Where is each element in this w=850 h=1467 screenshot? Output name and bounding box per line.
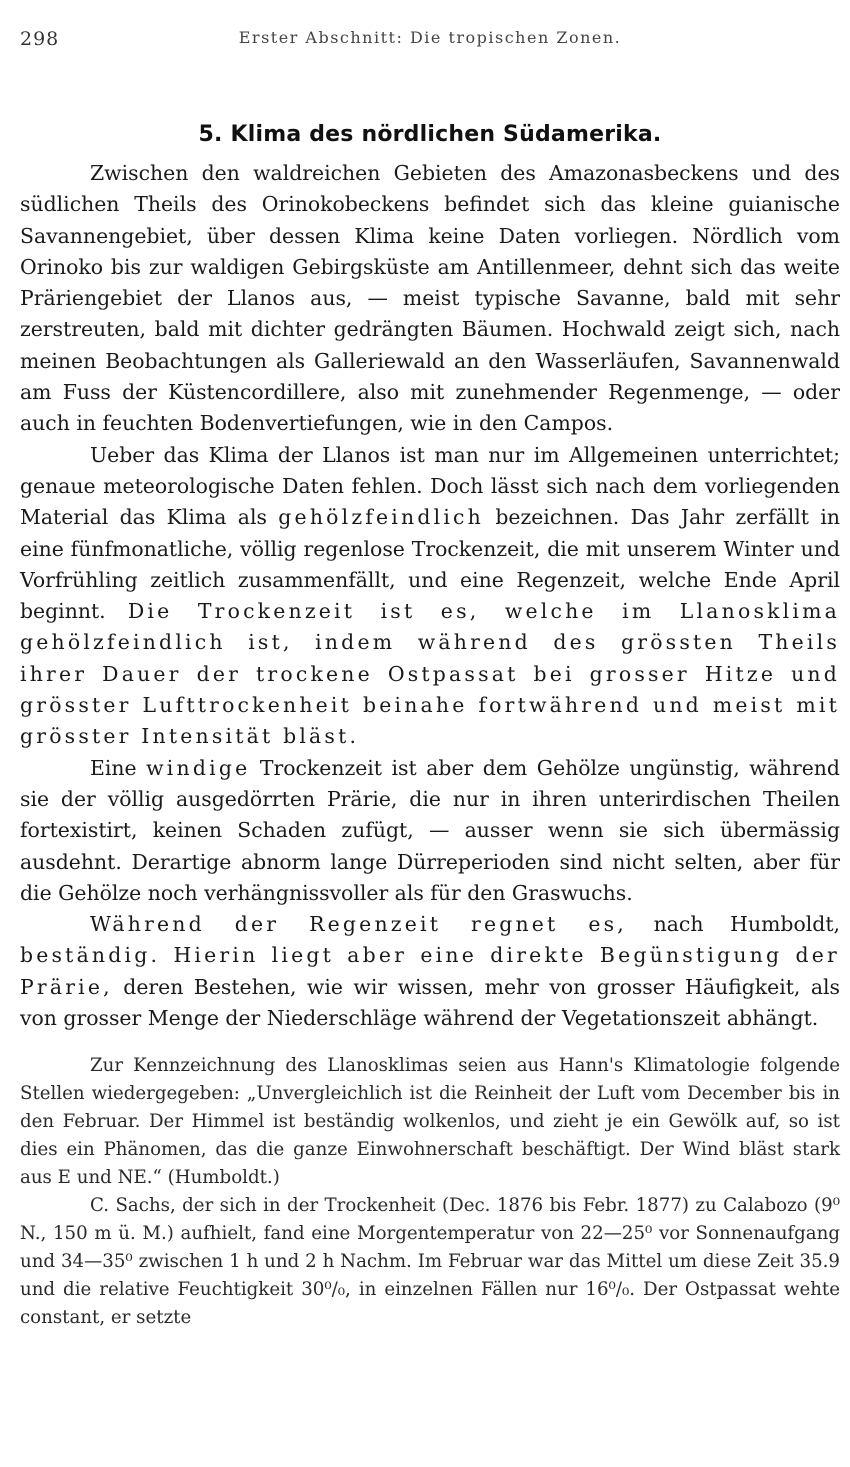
paragraph-1: Zwischen den waldreichen Gebieten des Amazonasbeckens und des südlichen Theils des Orinokobeckens befindet sich das kleine guianische Savannengebiet, über dessen Klima keine Daten vorliegen. Nördlich vom Orinoko bis zur waldigen Gebirgsküste am Antillenmeer, dehnt sich das weite Präriengebiet der Llanos aus, — meist typische Savanne, bald mit sehr zerstreuten, bald mit dichter gedrängten Bäumen. Hochwald zeigt sich, nach meinen Beobachtungen als Galleriewald an den Wasserläufen, Savannenwald am Fuss der Küstencordillere, also mit zunehmender Regenmenge, — oder auch in feuchten Bodenvertiefungen, wie in den Campos. (20, 161, 840, 436)
page-number: 298 (20, 28, 60, 50)
paragraph-2-text-a: Ueber das Klima der Llanos ist man nur im Allgemeinen unterrichtet; genaue meteorologische Daten fehlen. Doch lässt sich nach dem vorliegenden Material das Klima als (20, 442, 840, 530)
section-title: 5. Klima des nördlichen Südamerika. (198, 122, 662, 147)
emphasis-spaced-passage: Die Trockenzeit ist es, welche im Llanosklima gehölzfeindlich ist, indem während des grössten Theils ihrer Dauer der trockene Ostpassat bei grosser Hitze und grösster Lufttrockenheit beinahe fortwährend und meist mit grösster Intensität bläst. (20, 599, 840, 749)
emphasis-spaced: windige (146, 755, 251, 780)
running-head (20, 22, 840, 52)
document-page (20, 22, 840, 1332)
small-print-paragraph-2: C. Sachs, der sich in der Trockenheit (Dec. 1876 bis Febr. 1877) zu Calabozo (9⁰ N., 150 m ü. M.) aufhielt, fand eine Morgentemperatur von 22—25⁰ vor Sonnenaufgang und 34—35⁰ zwischen 1 h und 2 h Nachm. Im Februar war das Mittel um diese Zeit 35.9 und die relative Feuchtigkeit 30⁰/₀, in einzelnen Fällen nur 16⁰/₀. Der Ostpassat wehte constant, er setzte (20, 1195, 840, 1329)
paragraph-3 (20, 753, 840, 909)
small-print-paragraph-1: Zur Kennzeichnung des Llanosklimas seien aus Hann's Klimatologie folgende Stellen wiedergegeben: „Unvergleichlich ist die Reinheit der Luft vom December bis in den Februar. Der Himmel ist beständig wolkenlos, und zieht je ein Gewölk auf, so ist dies ein Phänomen, das die ganze Einwohnerschaft beschäftigt. Der Wind bläst stark aus E und NE.“ (Humboldt.) (20, 1055, 840, 1189)
paragraph-3-text-b: Trockenzeit ist aber dem Gehölze ungünstig, während sie der völlig ausgedörrten Prärie, die nur in ihren unterirdischen Theilen fortexistirt, keinen Schaden zufügt, — ausser wenn sie sich übermässig ausdehnt. Derartige abnorm lange Dürreperioden sind nicht selten, aber für die Gehölze noch verhängnissvoller als für den Graswuchs. (20, 755, 840, 905)
emphasis-spaced: gehölzfeindlich (278, 505, 485, 530)
paragraph-4 (20, 909, 840, 1034)
running-title: Erster Abschnitt: Die tropischen Zonen. (238, 28, 622, 47)
emphasis-spaced-passage: beständig. Hierin liegt aber eine direkte Begünstigung der Prärie, (20, 943, 840, 999)
paragraph-3-text-a: Eine (90, 755, 147, 780)
paragraph-2 (20, 440, 840, 753)
paragraph-4-text-a: nach Humboldt, (626, 912, 840, 937)
paragraph-2-text-b: bezeichnen. Das Jahr zerfällt in eine fünfmonatliche, völlig regenlose Trockenzeit, die mit unserem Winter und Vorfrühling zeitlich zusammenfällt, und eine Regenzeit, welche Ende April beginnt. (20, 505, 840, 624)
paragraph-4-text-b: deren Bestehen, wie wir wissen, mehr von grosser Häufigkeit, als von grosser Menge der Niederschläge während der Vegetationszeit abhängt. (20, 974, 840, 1031)
emphasis-spaced: Während der Regenzeit regnet es, (90, 912, 627, 937)
